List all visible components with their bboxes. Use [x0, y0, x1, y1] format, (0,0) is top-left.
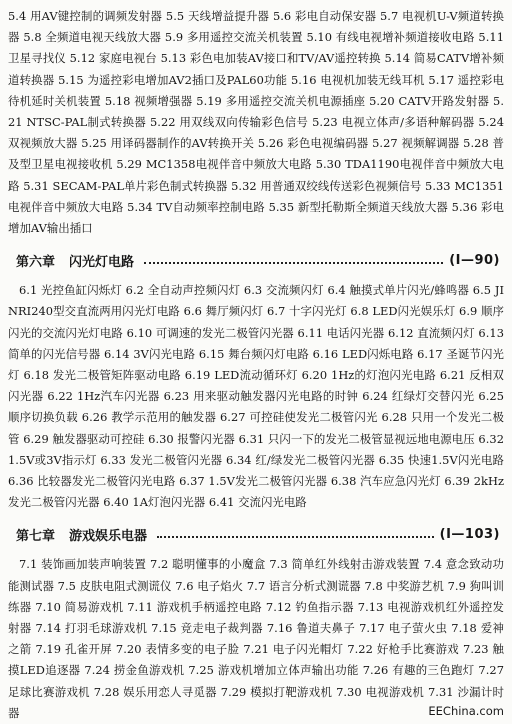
chapter6-page-ref: (Ⅰ—90)	[449, 252, 500, 268]
chapter6-heading	[8, 248, 504, 272]
chapter5-continued-entries: 5.4 用AV键控制的调频发射器 5.5 天线增益提升器 5.6 彩电自动保安器 5.7 电视机U-V频道转换器 5.8 全频道电视天线放大器 5.9 多用遥控交流关机装置 5.10 有线电视增补频道接收电路 5.11 卫星寻找仪 5.12 家庭电视台 5.13 彩色电加装AV接口和TV/AV遥控转换 5.14 简易CATV增补频道转换器 5.15 为遥控彩电增加AV2插口及PAL60功能 5.16 电视机加装无线耳机 5.17 遥控彩电待机延时关机装置 5.18 视频增强器 5.19 多用遥控交流关机电源插座 5.20 CATV开路发射器 5.21 NTSC-PAL制式转换器 5.22 用双线双向传输彩色信号 5.23 电视立体声/多语种解码器 5.24 双视频放大器 5.25 用译码器制作的AV转换开关 5.26 彩色电视编码器 5.27 视频解调器 5.28 普及型卫星电视接收机 5.29 MC1358电视伴音中频放大电路 5.30 TDA1190电视伴音中频放大电路 5.31 SECAM-PAL单片彩色制式转换器 5.32 用普通双绞线传送彩色视频信号 5.33 MC1351电视伴音中频放大电路 5.34 TV自动频率控制电路 5.35 新型托勒斯全频道天线放大器 5.36 彩电增加AV输出插口	[8, 9, 504, 236]
chapter7-number: 第七章	[16, 528, 56, 544]
chapter7-entries: 7.1 装饰画加装声响装置 7.2 聪明懂事的小魔盒 7.3 简单红外线射击游戏装置 7.4 意念致动功能测试器 7.5 皮肤电阻式测谎仪 7.6 电子焰火 7.7 语言分析式测谎器 7.8 中奖游艺机 7.9 狗叫训练器 7.10 简易游戏机 7.11 游戏机手柄遥控电路 7.12 钓鱼指示器 7.13 电视游戏机红外遥控发射器 7.14 打羽毛球游戏机 7.15 竞走电子裁判器 7.16 鲁道夫鼻子 7.17 电子萤火虫 7.18 爱神之箭 7.19 孔雀开屏 7.20 表情多变的电子脸 7.21 电子闪光帽灯 7.22 好枪手比赛游戏 7.23 触摸LED追逐器 7.24 捞金鱼游戏机 7.25 游戏机增加立体声输出功能 7.26 有趣的三色跑灯 7.27 足球比赛游戏机 7.28 娱乐用恋人寻觅器 7.29 模拟打靶游戏机 7.30 电视游戏机 7.31 沙漏计时器	[8, 557, 504, 720]
chapter6-dot-leader	[144, 262, 443, 264]
chapter6-entries: 6.1 光控鱼缸闪烁灯 6.2 全自动声控频闪灯 6.3 交流频闪灯 6.4 触摸式单片闪光/蜂鸣器 6.5 JINRI240型交直流两用闪光灯电路 6.6 舞厅频闪灯 6.7 十字闪光灯 6.8 LED闪光娱乐灯 6.9 顺序闪光的交流闪光灯电路 6.10 可调速的发光二极管闪光器 6.11 电话闪光器 6.12 直流频闪灯 6.13 简单的闪光信号器 6.14 3V闪光电路 6.15 舞台频闪灯电路 6.16 LED闪烁电路 6.17 圣诞节闪光灯 6.18 发光二极管矩阵驱动电路 6.19 LED流动循环灯 6.20 1Hz的灯泡闪光电路 6.21 反相双闪光器 6.22 1Hz汽车闪光器 6.23 用来驱动触发器闪光电路的时钟 6.24 红绿灯交替闪光 6.25 顺序切换负载 6.26 教学示范用的触发器 6.27 可控硅使发光二极管闪光 6.28 只用一个发光二极管 6.29 触发器驱动可控硅 6.30 报警闪光器 6.31 只闪一下的发光二极管显视远地电源电压 6.32 1.5V或3V指示灯 6.33 发光二极管闪光器 6.34 红/绿发光二极管闪光器 6.35 快速1.5V闪光电路 6.36 比较器发光二极管闪光电路 6.37 1.5V发光二极管闪光器 6.38 汽车应急闪光灯 6.39 2kHz发光二极管闪光器 6.40 1A灯泡闪光器 6.41 交流闪光电路	[8, 283, 504, 510]
chapter6-number: 第六章	[16, 254, 56, 270]
chapter7-page-ref: (Ⅰ—103)	[439, 526, 500, 542]
chapter7-dot-leader	[157, 536, 434, 538]
chapter7-heading	[8, 522, 504, 546]
watermark-text: EEChina.com	[428, 704, 504, 718]
chapter7-title: 游戏娱乐电器	[69, 528, 148, 544]
chapter6-title: 闪光灯电路	[69, 254, 135, 270]
